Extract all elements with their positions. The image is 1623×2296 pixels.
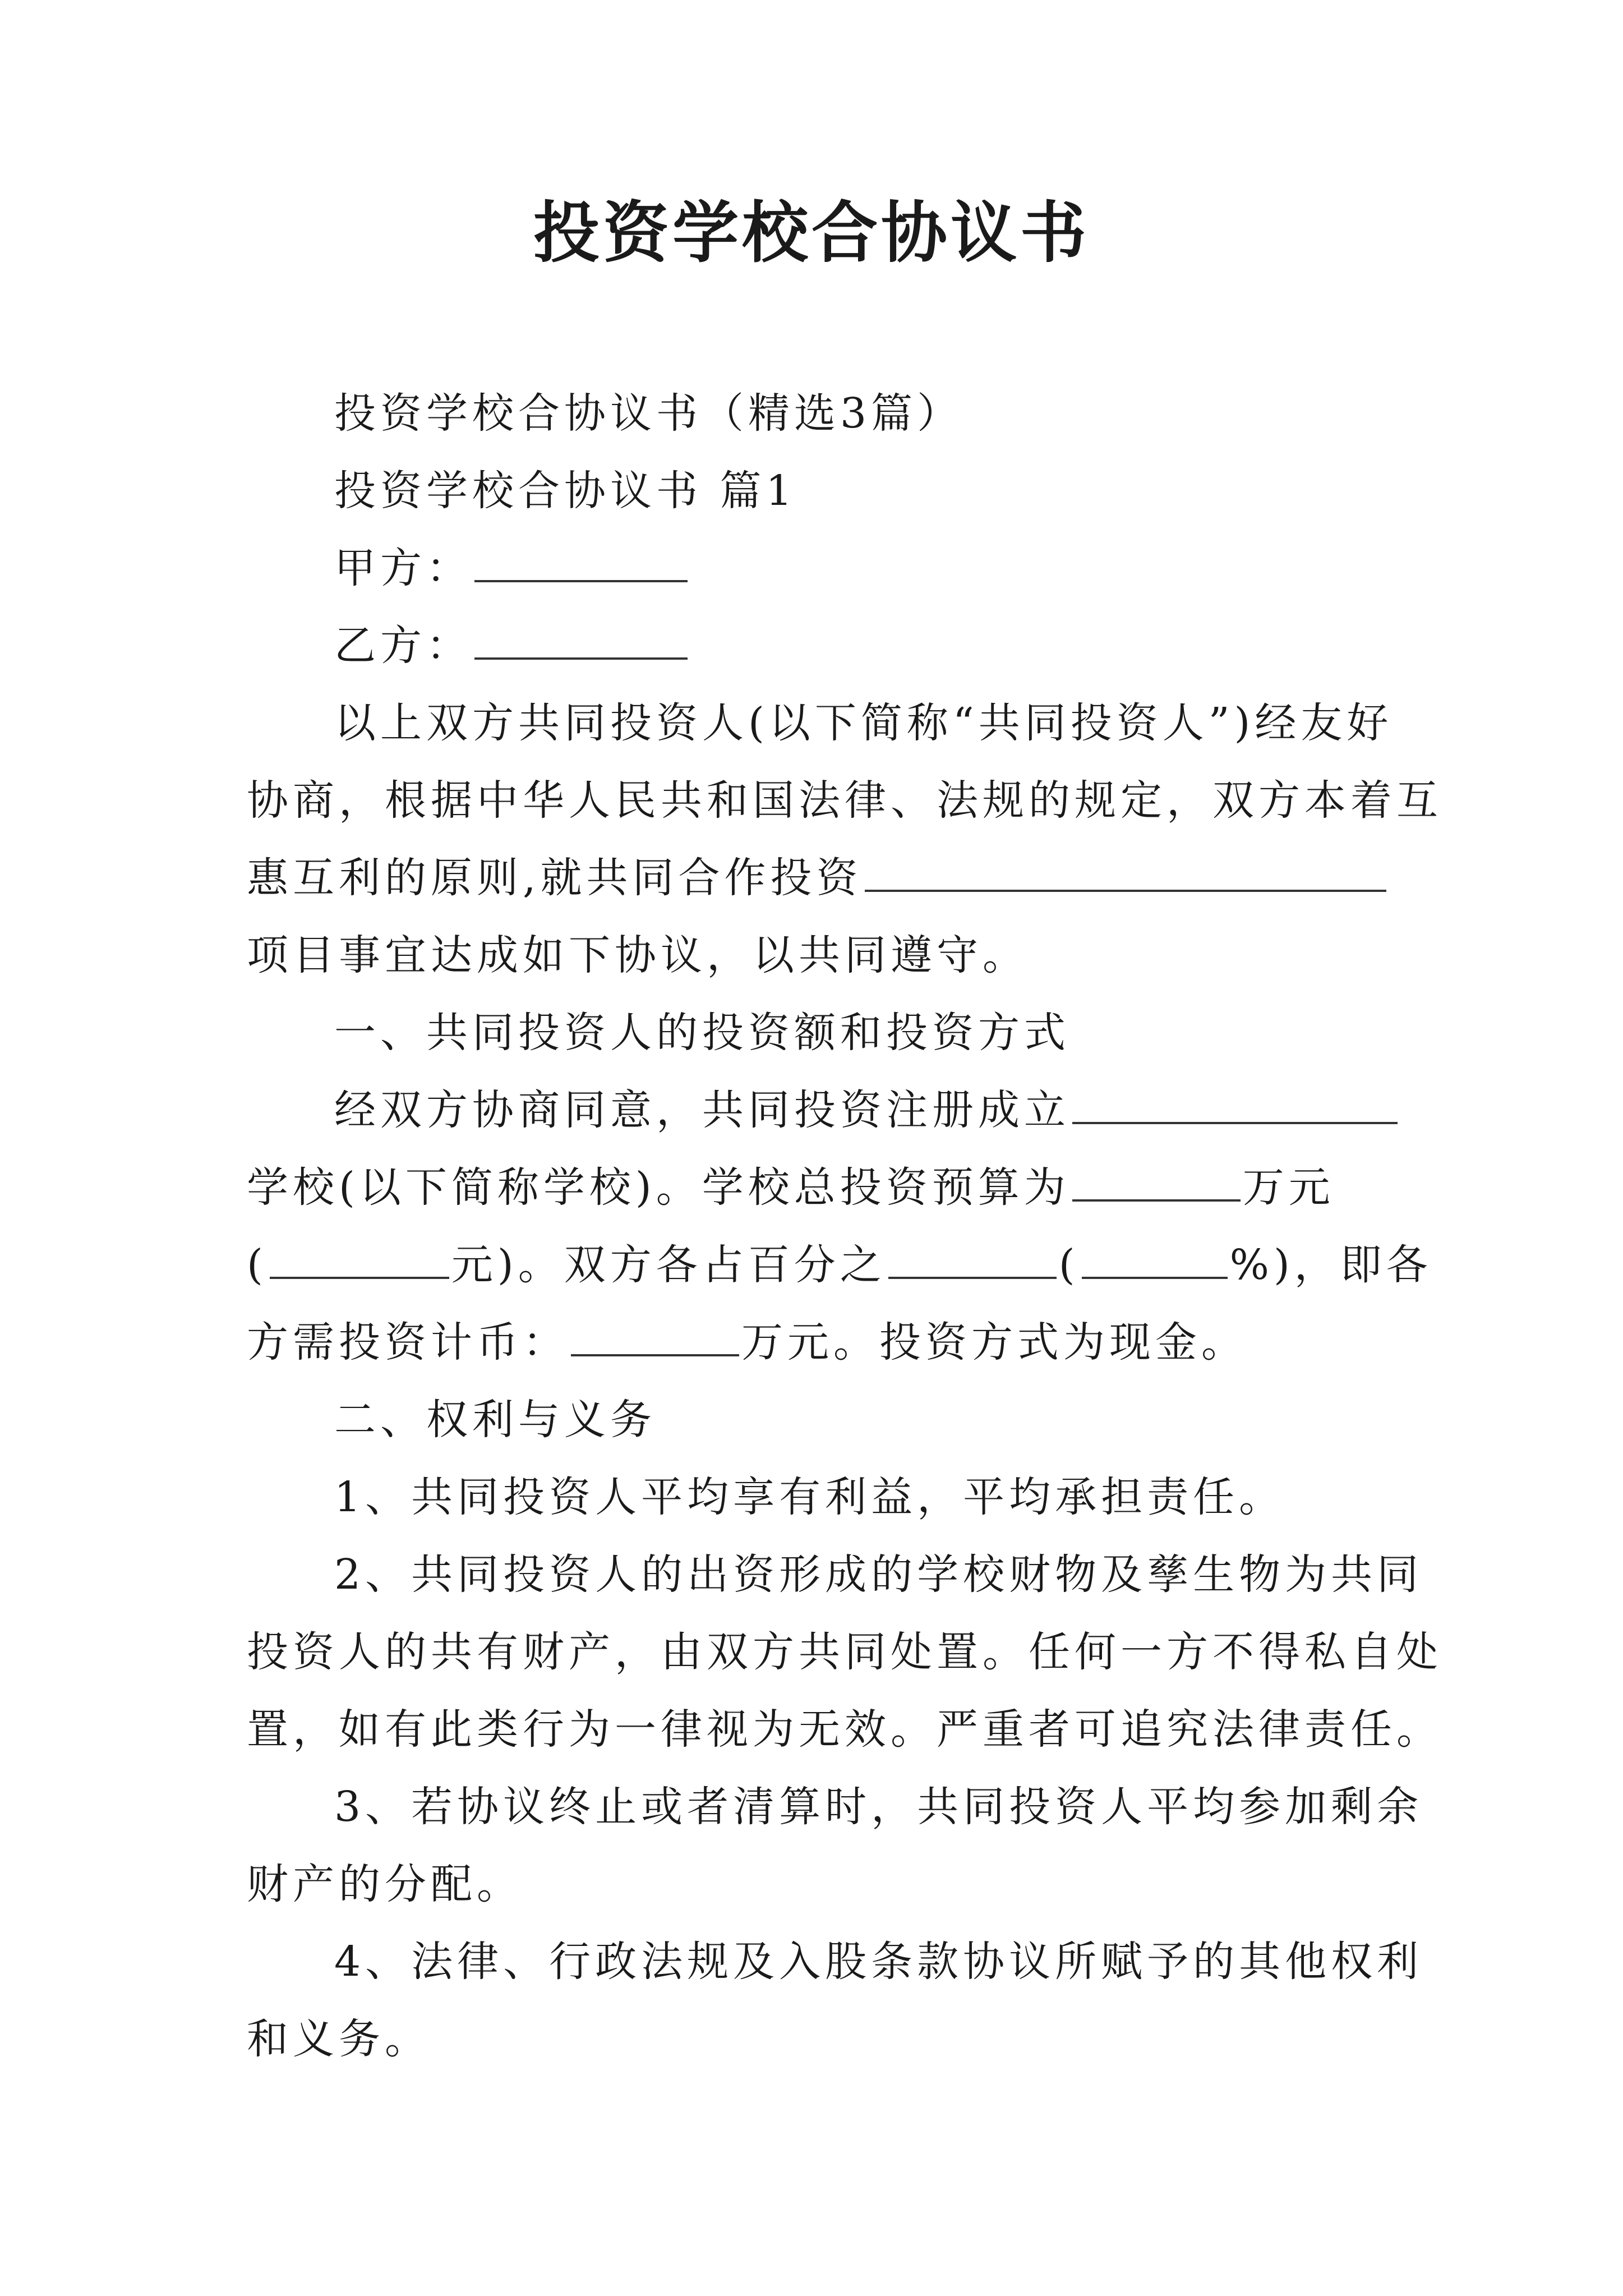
section-1-line-2b: 万元 [1242,1163,1335,1212]
section-1-paragraph [247,1071,1432,1381]
item-2 [247,1536,1442,1768]
section-1-line-1 [247,1071,1391,1149]
section-1-line-3d: %)，即各 [1229,1241,1432,1289]
party-b-label: 乙方： [334,622,472,670]
percent-blank [1082,1242,1228,1279]
section-1-line-4b: 万元。投资方式为现金。 [741,1318,1247,1366]
party-a-blank [474,545,688,582]
section-1-line-4a: 方需投资计币： [247,1318,569,1366]
party-a-label: 甲方： [334,544,472,592]
item-1: 1、共同投资人平均享有利益，平均承担责任。 [334,1473,1285,1521]
chapter-heading: 投资学校合协议书 篇1 [334,467,797,515]
percent-text-blank [888,1242,1057,1279]
section-2-heading: 二、权利与义务 [334,1396,656,1444]
section-1-line-2a: 学校(以下简称学校)。学校总投资预算为 [247,1163,1070,1212]
section-1-line-1-text: 经双方协商同意，共同投资注册成立 [334,1086,1070,1134]
section-1-line-3 [247,1226,1432,1304]
section-1-line-3c: ( [1058,1241,1080,1289]
party-b-line [247,607,1391,684]
section-1-line-4 [247,1304,1391,1381]
intro-line-3 [247,839,1391,917]
item-2-line-2: 投资人的共有财产，由双方共同处置。任何一方不得私自处 [247,1628,1442,1676]
party-a-line [247,530,1391,607]
budget-blank [1072,1165,1241,1202]
intro-paragraph [247,684,1442,994]
intro-line-3-text: 惠互利的原则,就共同合作投资 [247,854,863,902]
section-1-line-3b: 元)。双方各占百分之 [451,1241,886,1289]
item-2-line-3: 置，如有此类行为一律视为无效。严重者可追究法律责任。 [247,1705,1442,1754]
party-b-blank [474,623,688,660]
document-title: 投资学校合协议书 [533,194,1090,272]
intro-line-1: 以上双方共同投资人(以下简称“共同投资人”)经友好 [334,699,1393,747]
item-4-line-2: 和义务。 [247,2015,431,2063]
section-1-heading: 一、共同投资人的投资额和投资方式 [334,1009,1070,1057]
section-1-line-2 [247,1149,1391,1226]
item-3 [247,1768,1423,1923]
document-body [247,375,1442,2078]
project-blank [865,855,1386,892]
section-1-line-3a: ( [247,1241,268,1289]
school-name-blank [1072,1087,1398,1124]
subtitle: 投资学校合协议书（精选3篇） [334,389,963,438]
item-2-line-1: 2、共同投资人的出资形成的学校财物及孳生物为共同 [334,1550,1423,1599]
item-3-line-2: 财产的分配。 [247,1860,523,1908]
yuan-blank [270,1242,449,1279]
investment-blank [571,1319,739,1356]
item-3-line-1: 3、若协议终止或者清算时，共同投资人平均参加剩余 [334,1783,1423,1831]
item-4-line-1: 4、法律、行政法规及入股条款协议所赋予的其他权利 [334,1938,1423,1986]
intro-line-2: 协商，根据中华人民共和国法律、法规的规定，双方本着互 [247,776,1442,825]
intro-line-4: 项目事宜达成如下协议，以共同遵守。 [247,931,1029,979]
item-4 [247,1923,1423,2078]
